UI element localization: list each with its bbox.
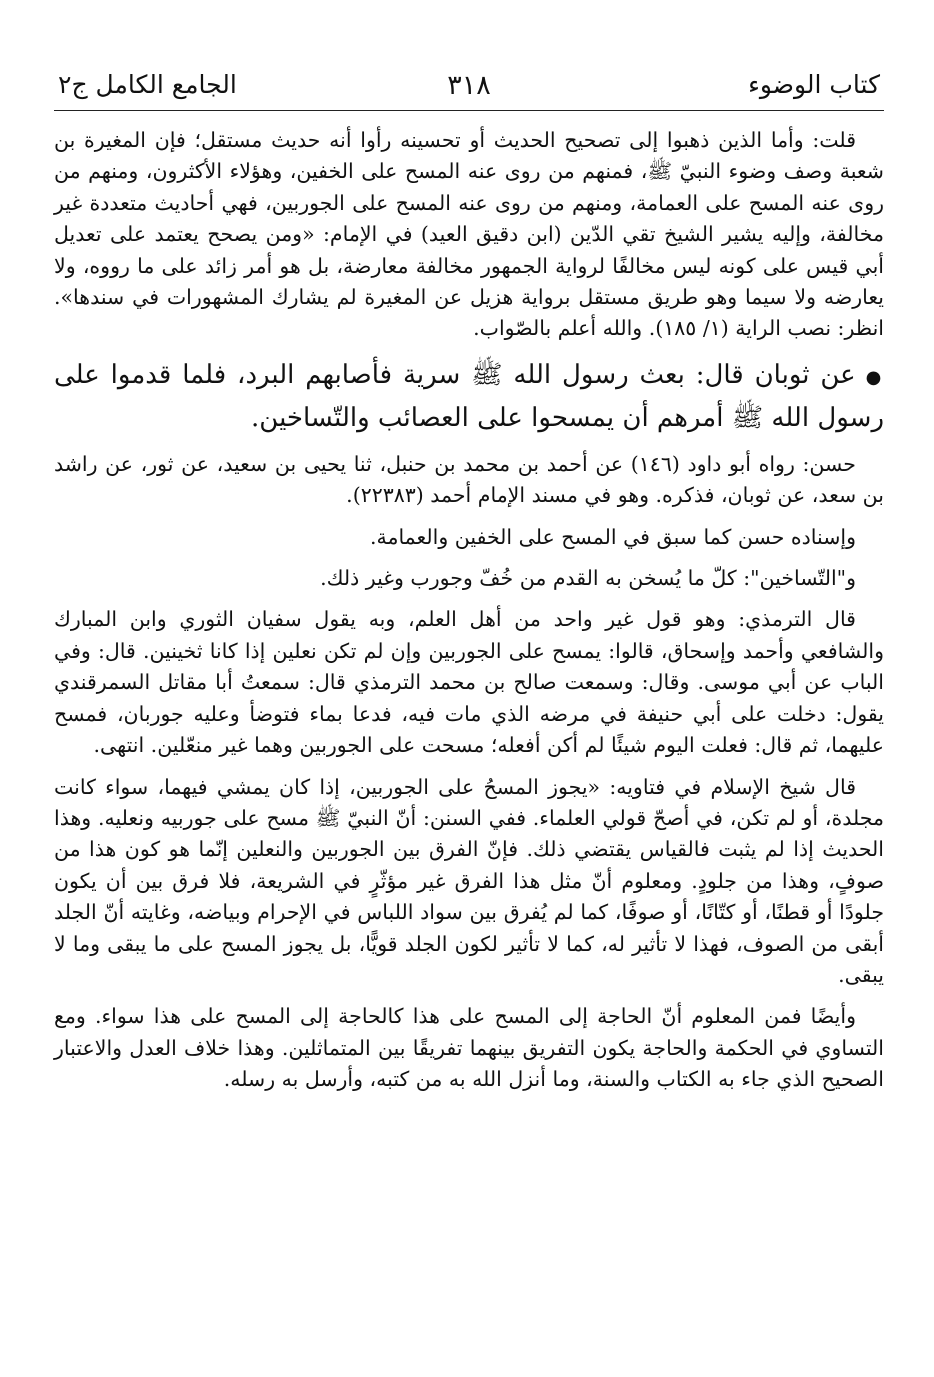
- commentary-paragraph: قلت: وأما الذين ذهبوا إلى تصحيح الحديث أو تحسينه رأوا أنه حديث مستقل؛ فإن المغيرة بن شعبة وصف وضوء النبيّ ﷺ، فمنهم من روى عنه المسح على الخفين، وهؤلاء الأكثرون، ومنهم من روى عنه المسح على العمامة، ومنهم من روى عنه المسح على الجوربين، فهي أحاديث متعددة غير مخالفة، وإليه يشير الشيخ تقي الدّين (ابن دقيق العيد) في الإمام: «ومن يصحح يعتمد على تعديل أبي قيس على كونه ليس مخالفًا لرواية الجمهور مخالفة معارضة، بل هو أمر زائد على ما رووه، ولا يعارضه ولا سيما وهو طريق مستقل برواية هزيل عن المغيرة لم يشارك المشهورات في سندها». انظر: نصب الراية (١/ ١٨٥). والله أعلم بالصّواب.: [54, 128, 884, 341]
- isnad-paragraph: وإسناده حسن كما سبق في المسح على الخفين والعمامة.: [369, 524, 856, 549]
- chapter-title: كتاب الوضوء: [748, 69, 880, 99]
- header-rule: [54, 110, 884, 111]
- fatwa-paragraph: قال شيخ الإسلام في فتاويه: «يجوز المسحُ على الجوربين، إذا كان يمشي فيهما، سواء كانت مجلدة، أو لم تكن، في أصحّ قولي العلماء. ففي السنن: أنّ النبيّ ﷺ مسح على جوربيه ونعليه. وهذا الحديث إذا لم يثبت فالقياس يقتضي ذلك. فإنّ الفرق بين الجوربين والنعلين إنّما هو كون هذا من صوفٍ، وهذا من جلودٍ. ومعلوم أنّ مثل هذا الفرق غير مؤثّرٍ في الشريعة، فلا فرق بين أن يكون جلودًا أو قطنًا، أو كتّانًا، أو صوفًا، كما لم يُفرق بين سواد اللباس في الإحرام وبياضه، وغايته أنّ الجلد أبقى من الصوف، فهذا لا تأثير له، كما لا تأثير لكون الجلد قويًّا، بل يجوز المسح على ما يبقى وما لا يبقى.: [54, 774, 884, 987]
- grading-paragraph: حسن: رواه أبو داود (١٤٦) عن أحمد بن محمد بن حنبل، ثنا يحيى بن سعيد، عن ثور، عن راشد بن سعد، عن ثوبان، فذكره. وهو في مسند الإمام أحمد (٢٢٣٨٣).: [54, 451, 884, 508]
- page-header: [54, 62, 884, 106]
- closing-paragraph: وأيضًا فمن المعلوم أنّ الحاجة إلى المسح على هذا كالحاجة إلى المسح على هذا سواء. ومع التساوي في الحكمة والحاجة يكون التفريق بينهما تفريقًا بين المتماثلين. وهذا خلاف العدل والاعتبار الصحيح الذي جاء به الكتاب والسنة، وما أنزل الله به من كتبه، وأرسل به رسله.: [54, 1004, 884, 1092]
- hadith-body: عن ثوبان قال: بعث رسول الله ﷺ سرية فأصابهم البرد، فلما قدموا على رسول الله ﷺ أمرهم أن يمسحوا على العصائب والتّساخين.: [54, 359, 884, 433]
- definition-paragraph: و"التّساخين": كلّ ما يُسخن به القدم من خُفّ وجورب وغير ذلك.: [320, 566, 856, 591]
- page-body: [54, 125, 884, 1096]
- hadith-text: [54, 355, 884, 439]
- page-number: ٣١٨: [447, 70, 491, 101]
- book-title: الجامع الكامل ج٢: [58, 69, 237, 99]
- bullet-icon: ●: [865, 366, 884, 388]
- tirmidhi-paragraph: قال الترمذي: وهو قول غير واحد من أهل العلم، وبه يقول سفيان الثوري وابن المبارك والشافعي وأحمد وإسحاق، قالوا: يمسح على الجوربين وإن لم تكن نعلين إذا كانا ثخينين. قال: وفي الباب عن أبي موسى. وقال: وسمعت صالح بن محمد الترمذي قال: سمعتُ أبا مقاتل السمرقندي يقول: دخلت على أبي حنيفة في مرضه الذي مات فيه، فدعا بماء فتوضأ وعليه جوربان، فمسح عليهما، ثم قال: فعلت اليوم شيئًا لم أكن أفعله؛ مسحت على الجوربين وهما غير منعّلين. انتهى.: [54, 607, 884, 758]
